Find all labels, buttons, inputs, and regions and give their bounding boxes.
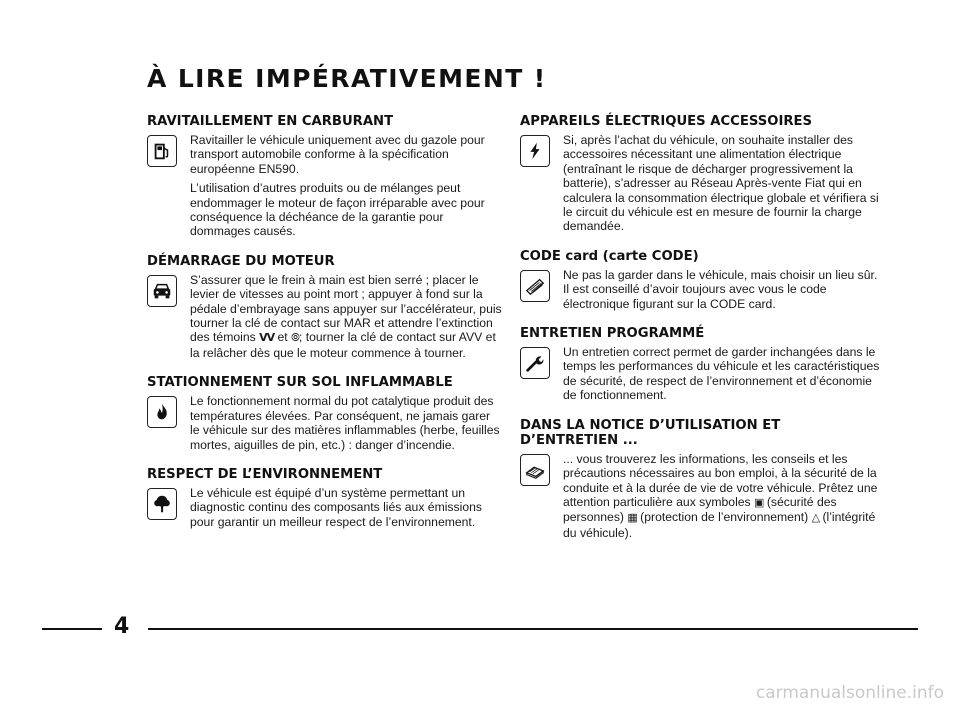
paragraph: Le fonctionnement normal du pot catalytique produit des températures élevées. Par conséquent, ne jamais garer le véhicule sur des matières inflammables (herbe, feuilles mortes, aiguilles de pin, etc.) : danger d’incendie. (190, 394, 500, 452)
fuel-pump-icon (147, 135, 177, 167)
page-number: 4 (114, 614, 130, 639)
section-title: RESPECT DE L’ENVIRONNEMENT (147, 466, 383, 482)
paragraph: Un entretien correct permet de garder inchangées dans le temps les performances du véhicule et les caractéristiques de sécurité, de respect de l’environnement et d’économie de fonctionnement. (563, 345, 880, 403)
paragraph (563, 452, 880, 540)
footer-rule-left (42, 628, 102, 630)
section-scheduled-maintenance (520, 326, 880, 408)
personal-safety-symbol-icon: ▣ (754, 496, 764, 509)
paragraph-text: (l’intégrité du véhicule). (563, 510, 876, 540)
environment-symbol-icon: ▦ (627, 512, 637, 525)
section-fuel (147, 114, 502, 244)
section-flammable-ground (147, 375, 502, 457)
paragraph-text: ... vous trouverez les informations, les conseils et les précautions nécessaires au bon emploi, à la sécurité de la conduite et à la durée de vie de votre véhicule. Prêtez une attention particulière aux symboles (563, 451, 878, 509)
flame-icon (147, 396, 177, 428)
book-icon (520, 454, 550, 486)
section-title: ENTRETIEN PROGRAMMÉ (520, 326, 705, 342)
lightning-icon (520, 135, 550, 167)
wrench-icon (520, 347, 550, 379)
watermark: carmanualsonline.info (755, 683, 944, 703)
paragraph-text: tourner la clé de contact sur AVV et la relâcher dès que le moteur commence à tourner. (190, 330, 496, 360)
paragraph-text: (sécurité des personnes) (563, 494, 837, 525)
section-owner-manual (520, 418, 880, 545)
glow-plug-warning-icon: 𝗩𝗩 (259, 332, 275, 345)
footer-rule-right (148, 628, 918, 630)
section-title: STATIONNEMENT SUR SOL INFLAMMABLE (147, 375, 453, 391)
section-title: APPAREILS ÉLECTRIQUES ACCESSOIRES (520, 114, 813, 129)
section-environment (147, 467, 502, 534)
vehicle-integrity-symbol-icon: △ (811, 512, 820, 525)
paragraph: Si, après l’achat du véhicule, on souhaite installer des accessoires nécessitant une alimentation électrique (entraînant le risque de décharger progressivement la batterie), s’adresser au Réseau Après-vente Fiat qui en calculera la consommation électrique globale et vérifiera si le circuit du véhicule est en mesure de fournir la charge demandée. (563, 133, 879, 234)
section-title: RAVITAILLEMENT EN CARBURANT (147, 114, 394, 129)
section-code-card (520, 249, 880, 316)
paragraph: Ne pas la garder dans le véhicule, mais choisir un lieu sûr. Il est conseillé d’avoir toujours avec vous le code électronique figurant sur la CODE card. (563, 267, 878, 311)
paragraph (190, 273, 502, 360)
code-card-icon (520, 270, 550, 302)
paragraph-text: et (277, 330, 288, 345)
section-title: DANS LA NOTICE D’UTILISATION ET D’ENTRETIEN ... (520, 417, 781, 448)
car-front-icon (147, 275, 177, 307)
paragraph-text: ; (298, 330, 303, 345)
left-column (147, 114, 502, 544)
paragraph-text: S’assurer que le frein à main est bien serré ; placer le levier de vitesses au point mort ; appuyer à fond sur la pédale d’embrayage sans appuyer sur l’accélérateur, puis tourner la clé de contact sur MAR et attendre l’extinction des témoins (190, 272, 502, 345)
section-engine-start (147, 254, 502, 365)
page-title: À LIRE IMPÉRATIVEMENT ! (147, 64, 547, 93)
immobilizer-warning-icon: ⦾ (291, 332, 299, 345)
section-title: CODE card (carte CODE) (520, 248, 699, 264)
section-title: DÉMARRAGE DU MOTEUR (147, 253, 335, 269)
tree-icon (147, 488, 177, 520)
right-column (520, 114, 880, 555)
paragraph: L’utilisation d’autres produits ou de mélanges peut endommager le moteur de façon irréparable avec pour conséquence la déchéance de la garantie pour dommages causés. (190, 181, 485, 239)
section-electrical-accessories (520, 114, 880, 239)
paragraph: Ravitailler le véhicule uniquement avec du gazole pour transport automobile conforme à la spécification européenne EN590. (190, 133, 485, 176)
paragraph: Le véhicule est équipé d’un système permettant un diagnostic continu des composants liés aux émissions pour garantir un meilleur respect de l’environnement. (190, 485, 482, 529)
paragraph-text: (protection de l’environnement) (640, 510, 809, 525)
